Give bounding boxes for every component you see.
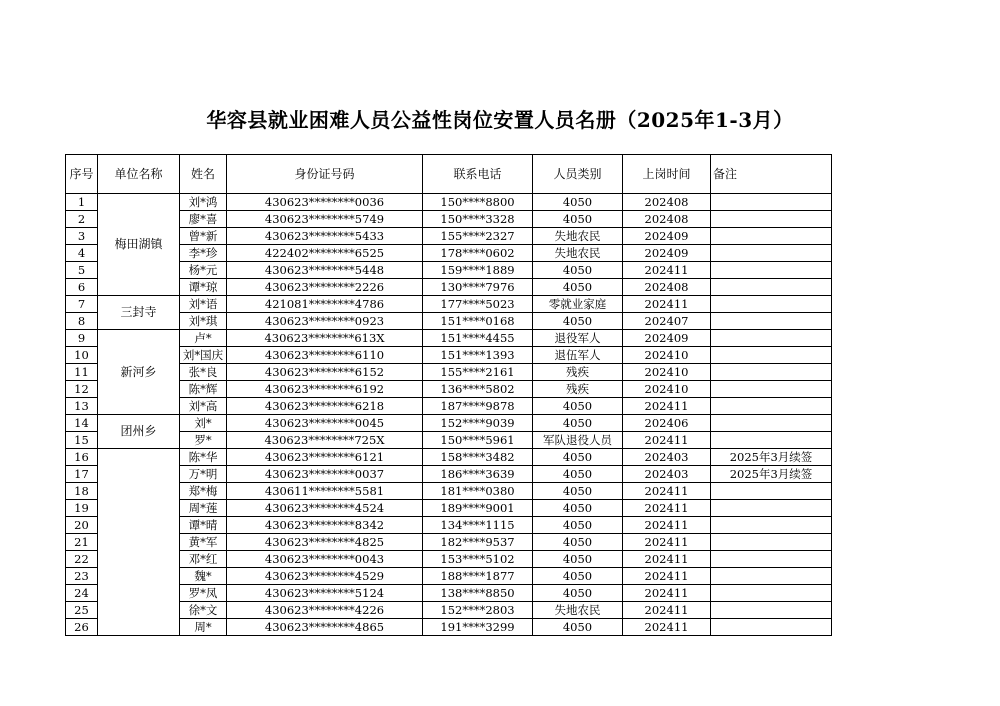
- cell-note: [711, 262, 832, 279]
- cell-name: 郑*梅: [180, 483, 227, 500]
- cell-name: 邓*红: [180, 551, 227, 568]
- cell-note: [711, 585, 832, 602]
- cell-note: [711, 279, 832, 296]
- cell-note: [711, 483, 832, 500]
- cell-phone: 158****3482: [423, 449, 533, 466]
- cell-category: 军队退役人员: [533, 432, 623, 449]
- cell-name: 黄*军: [180, 534, 227, 551]
- cell-no: 8: [66, 313, 98, 330]
- cell-id-number: 430623********2226: [227, 279, 423, 296]
- col-header-unit: 单位名称: [98, 155, 180, 194]
- cell-id-number: 430623********4529: [227, 568, 423, 585]
- table-row: [66, 381, 832, 398]
- cell-category: 4050: [533, 568, 623, 585]
- cell-name: 刘*: [180, 415, 227, 432]
- cell-category: 4050: [533, 534, 623, 551]
- cell-id-number: 430623********4226: [227, 602, 423, 619]
- cell-category: 4050: [533, 517, 623, 534]
- cell-id-number: 430623********0037: [227, 466, 423, 483]
- cell-id-number: 430623********0923: [227, 313, 423, 330]
- cell-category: 退役军人: [533, 330, 623, 347]
- cell-start-date: 202409: [623, 245, 711, 262]
- cell-id-number: 430623********613X: [227, 330, 423, 347]
- cell-unit: [98, 449, 180, 636]
- cell-start-date: 202411: [623, 585, 711, 602]
- cell-start-date: 202410: [623, 364, 711, 381]
- cell-name: 刘*鸿: [180, 194, 227, 211]
- cell-no: 5: [66, 262, 98, 279]
- cell-category: 残疾: [533, 381, 623, 398]
- cell-start-date: 202411: [623, 483, 711, 500]
- table-row: [66, 568, 832, 585]
- cell-no: 20: [66, 517, 98, 534]
- cell-phone: 150****8800: [423, 194, 533, 211]
- cell-id-number: 430623********4524: [227, 500, 423, 517]
- table-row: [66, 534, 832, 551]
- table-row: [66, 245, 832, 262]
- cell-category: 4050: [533, 466, 623, 483]
- cell-phone: 155****2161: [423, 364, 533, 381]
- cell-category: 4050: [533, 585, 623, 602]
- table-row: [66, 551, 832, 568]
- cell-start-date: 202409: [623, 228, 711, 245]
- table-row: [66, 432, 832, 449]
- cell-unit: 团州乡: [98, 415, 180, 449]
- cell-name: 卢*: [180, 330, 227, 347]
- table-row: [66, 228, 832, 245]
- cell-id-number: 430611********5581: [227, 483, 423, 500]
- cell-start-date: 202411: [623, 517, 711, 534]
- cell-id-number: 430623********5433: [227, 228, 423, 245]
- cell-note: [711, 500, 832, 517]
- cell-start-date: 202403: [623, 466, 711, 483]
- cell-phone: 159****1889: [423, 262, 533, 279]
- cell-category: 4050: [533, 279, 623, 296]
- cell-no: 19: [66, 500, 98, 517]
- document-title: 华容县就业困难人员公益性岗位安置人员名册（2025年1-3月）: [206, 108, 794, 132]
- cell-note: [711, 432, 832, 449]
- cell-note: [711, 517, 832, 534]
- cell-no: 2: [66, 211, 98, 228]
- cell-note: [711, 568, 832, 585]
- cell-no: 17: [66, 466, 98, 483]
- cell-name: 刘*国庆: [180, 347, 227, 364]
- cell-no: 12: [66, 381, 98, 398]
- cell-category: 4050: [533, 194, 623, 211]
- cell-phone: 152****9039: [423, 415, 533, 432]
- cell-id-number: 430623********6218: [227, 398, 423, 415]
- cell-category: 4050: [533, 483, 623, 500]
- table-row: [66, 415, 832, 432]
- col-header-note: 备注: [711, 155, 832, 194]
- cell-start-date: 202411: [623, 534, 711, 551]
- cell-no: 10: [66, 347, 98, 364]
- cell-note: [711, 194, 832, 211]
- cell-name: 陈*华: [180, 449, 227, 466]
- cell-phone: 150****3328: [423, 211, 533, 228]
- cell-category: 4050: [533, 211, 623, 228]
- cell-category: 失地农民: [533, 228, 623, 245]
- cell-name: 曾*新: [180, 228, 227, 245]
- cell-name: 杨*元: [180, 262, 227, 279]
- table-row: [66, 194, 832, 211]
- cell-id-number: 430623********5124: [227, 585, 423, 602]
- cell-note: [711, 398, 832, 415]
- cell-id-number: 430623********6152: [227, 364, 423, 381]
- cell-unit: 梅田湖镇: [98, 194, 180, 296]
- header-row: [66, 155, 832, 194]
- cell-no: 6: [66, 279, 98, 296]
- cell-start-date: 202411: [623, 262, 711, 279]
- cell-start-date: 202407: [623, 313, 711, 330]
- cell-phone: 153****5102: [423, 551, 533, 568]
- cell-name: 李*珍: [180, 245, 227, 262]
- cell-name: 张*良: [180, 364, 227, 381]
- cell-note: [711, 619, 832, 636]
- cell-note: [711, 602, 832, 619]
- col-header-no: 序号: [66, 155, 98, 194]
- cell-phone: 150****5961: [423, 432, 533, 449]
- cell-id-number: 430623********0043: [227, 551, 423, 568]
- cell-id-number: 422402********6525: [227, 245, 423, 262]
- cell-no: 24: [66, 585, 98, 602]
- cell-category: 零就业家庭: [533, 296, 623, 313]
- cell-start-date: 202410: [623, 381, 711, 398]
- table-row: [66, 398, 832, 415]
- cell-start-date: 202411: [623, 551, 711, 568]
- cell-name: 廖*喜: [180, 211, 227, 228]
- cell-note: 2025年3月续签: [711, 449, 832, 466]
- cell-name: 谭*晴: [180, 517, 227, 534]
- col-header-name: 姓名: [180, 155, 227, 194]
- cell-category: 退伍军人: [533, 347, 623, 364]
- col-header-phone: 联系电话: [423, 155, 533, 194]
- cell-start-date: 202411: [623, 619, 711, 636]
- cell-id-number: 421081********4786: [227, 296, 423, 313]
- cell-category: 4050: [533, 551, 623, 568]
- cell-name: 罗*: [180, 432, 227, 449]
- cell-phone: 151****4455: [423, 330, 533, 347]
- cell-phone: 191****3299: [423, 619, 533, 636]
- cell-start-date: 202409: [623, 330, 711, 347]
- cell-start-date: 202411: [623, 568, 711, 585]
- cell-category: 4050: [533, 449, 623, 466]
- table-row: [66, 585, 832, 602]
- cell-note: [711, 551, 832, 568]
- cell-no: 22: [66, 551, 98, 568]
- table-row: [66, 330, 832, 347]
- roster-body: [66, 194, 832, 636]
- cell-note: [711, 313, 832, 330]
- cell-no: 16: [66, 449, 98, 466]
- cell-name: 谭*琼: [180, 279, 227, 296]
- cell-category: 4050: [533, 262, 623, 279]
- cell-phone: 188****1877: [423, 568, 533, 585]
- cell-start-date: 202408: [623, 279, 711, 296]
- table-row: [66, 449, 832, 466]
- cell-phone: 138****8850: [423, 585, 533, 602]
- cell-no: 18: [66, 483, 98, 500]
- cell-name: 刘*琪: [180, 313, 227, 330]
- cell-no: 21: [66, 534, 98, 551]
- cell-name: 万*明: [180, 466, 227, 483]
- cell-start-date: 202411: [623, 296, 711, 313]
- cell-name: 刘*高: [180, 398, 227, 415]
- table-row: [66, 517, 832, 534]
- cell-phone: 177****5023: [423, 296, 533, 313]
- cell-phone: 155****2327: [423, 228, 533, 245]
- cell-note: [711, 296, 832, 313]
- cell-note: [711, 364, 832, 381]
- cell-id-number: 430623********0036: [227, 194, 423, 211]
- cell-note: [711, 415, 832, 432]
- cell-note: [711, 381, 832, 398]
- table-row: [66, 313, 832, 330]
- cell-phone: 152****2803: [423, 602, 533, 619]
- table-row: [66, 262, 832, 279]
- cell-id-number: 430623********6121: [227, 449, 423, 466]
- cell-id-number: 430623********4825: [227, 534, 423, 551]
- table-row: [66, 602, 832, 619]
- cell-phone: 181****0380: [423, 483, 533, 500]
- cell-id-number: 430623********5448: [227, 262, 423, 279]
- cell-phone: 130****7976: [423, 279, 533, 296]
- table-row: [66, 483, 832, 500]
- cell-category: 4050: [533, 313, 623, 330]
- table-row: [66, 296, 832, 313]
- cell-category: 失地农民: [533, 602, 623, 619]
- cell-phone: 136****5802: [423, 381, 533, 398]
- cell-no: 23: [66, 568, 98, 585]
- cell-id-number: 430623********6192: [227, 381, 423, 398]
- col-header-category: 人员类别: [533, 155, 623, 194]
- table-row: [66, 279, 832, 296]
- cell-phone: 189****9001: [423, 500, 533, 517]
- cell-note: [711, 347, 832, 364]
- cell-phone: 178****0602: [423, 245, 533, 262]
- cell-note: [711, 211, 832, 228]
- cell-start-date: 202410: [623, 347, 711, 364]
- cell-no: 3: [66, 228, 98, 245]
- cell-note: 2025年3月续签: [711, 466, 832, 483]
- cell-phone: 186****3639: [423, 466, 533, 483]
- cell-phone: 151****1393: [423, 347, 533, 364]
- cell-note: [711, 245, 832, 262]
- cell-phone: 187****9878: [423, 398, 533, 415]
- table-row: [66, 500, 832, 517]
- cell-start-date: 202411: [623, 398, 711, 415]
- cell-id-number: 430623********0045: [227, 415, 423, 432]
- table-row: [66, 347, 832, 364]
- cell-category: 失地农民: [533, 245, 623, 262]
- cell-no: 13: [66, 398, 98, 415]
- cell-category: 残疾: [533, 364, 623, 381]
- cell-name: 罗*凤: [180, 585, 227, 602]
- roster-table: [65, 154, 832, 636]
- cell-name: 徐*文: [180, 602, 227, 619]
- cell-no: 26: [66, 619, 98, 636]
- cell-note: [711, 534, 832, 551]
- cell-name: 刘*语: [180, 296, 227, 313]
- cell-phone: 182****9537: [423, 534, 533, 551]
- table-row: [66, 211, 832, 228]
- cell-start-date: 202411: [623, 432, 711, 449]
- cell-category: 4050: [533, 619, 623, 636]
- cell-id-number: 430623********4865: [227, 619, 423, 636]
- cell-no: 14: [66, 415, 98, 432]
- cell-no: 11: [66, 364, 98, 381]
- cell-phone: 151****0168: [423, 313, 533, 330]
- cell-category: 4050: [533, 500, 623, 517]
- cell-category: 4050: [533, 415, 623, 432]
- cell-id-number: 430623********725X: [227, 432, 423, 449]
- cell-name: 陈*辉: [180, 381, 227, 398]
- cell-start-date: 202408: [623, 194, 711, 211]
- cell-no: 9: [66, 330, 98, 347]
- cell-note: [711, 330, 832, 347]
- cell-name: 周*: [180, 619, 227, 636]
- col-header-id: 身份证号码: [227, 155, 423, 194]
- table-row: [66, 364, 832, 381]
- cell-start-date: 202406: [623, 415, 711, 432]
- cell-no: 15: [66, 432, 98, 449]
- cell-category: 4050: [533, 398, 623, 415]
- cell-phone: 134****1115: [423, 517, 533, 534]
- cell-no: 7: [66, 296, 98, 313]
- cell-unit: 新河乡: [98, 330, 180, 415]
- cell-unit: 三封寺: [98, 296, 180, 330]
- cell-id-number: 430623********6110: [227, 347, 423, 364]
- table-row: [66, 619, 832, 636]
- cell-no: 4: [66, 245, 98, 262]
- col-header-start: 上岗时间: [623, 155, 711, 194]
- cell-name: 周*莲: [180, 500, 227, 517]
- cell-start-date: 202411: [623, 602, 711, 619]
- cell-id-number: 430623********5749: [227, 211, 423, 228]
- table-row: [66, 466, 832, 483]
- cell-no: 25: [66, 602, 98, 619]
- cell-id-number: 430623********8342: [227, 517, 423, 534]
- cell-start-date: 202403: [623, 449, 711, 466]
- cell-start-date: 202411: [623, 500, 711, 517]
- cell-name: 魏*: [180, 568, 227, 585]
- cell-start-date: 202408: [623, 211, 711, 228]
- cell-note: [711, 228, 832, 245]
- cell-no: 1: [66, 194, 98, 211]
